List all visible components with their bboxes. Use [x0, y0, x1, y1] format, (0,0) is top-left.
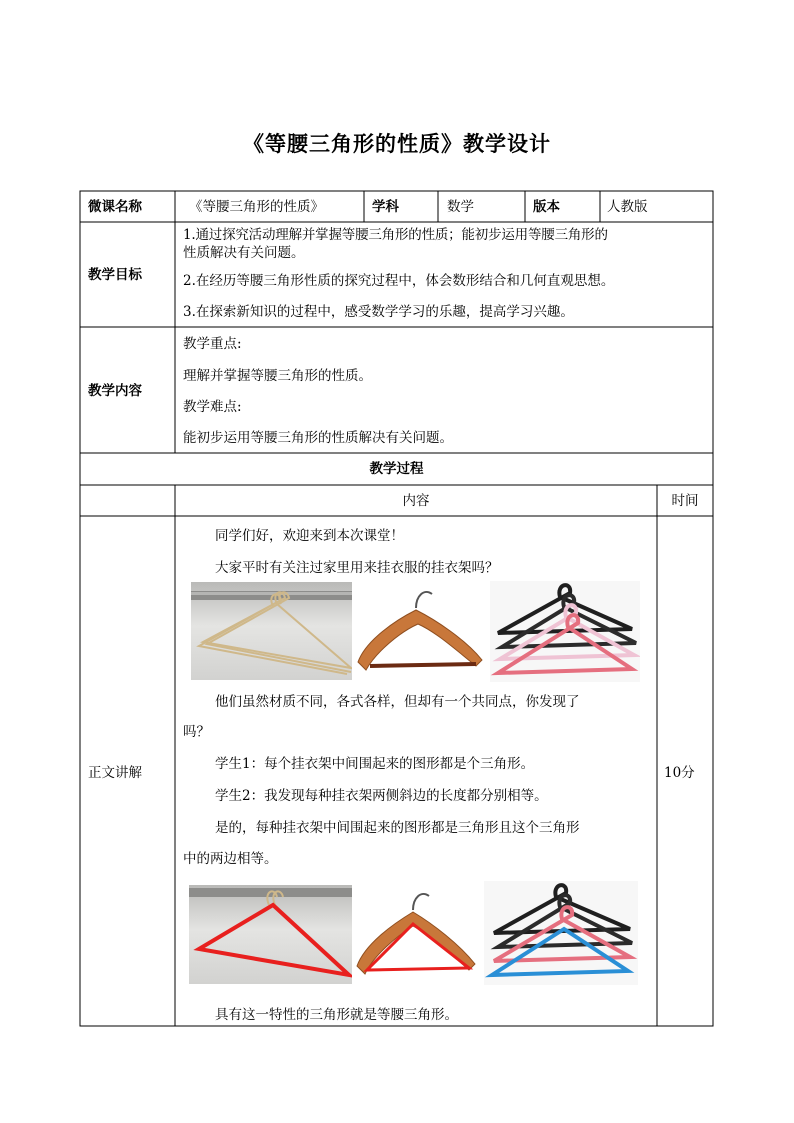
time-column-header: 时间 [671, 493, 699, 509]
objective-3: 3.在探索新知识的过程中，感受数学学习的乐趣，提高学习兴趣。 [183, 304, 574, 320]
objectives-label: 教学目标 [88, 267, 142, 283]
paragraph-observation-line-2: 吗？ [183, 724, 210, 740]
wooden-hanger-triangle-icon [355, 884, 479, 984]
course-name-value: 《等腰三角形的性质》 [189, 199, 324, 215]
objective-2: 2.在经历等腰三角形性质的探究过程中，体会数形结合和几何直观思想。 [183, 273, 615, 289]
wire-hanger-icon [191, 582, 352, 680]
difficulty-label: 教学难点: [183, 399, 242, 415]
paragraph-student-2: 学生2：我发现每种挂衣架两侧斜边的长度都分别相等。 [215, 788, 548, 804]
process-section-title: 教学过程 [369, 461, 424, 477]
difficulty-text: 能初步运用等腰三角形的性质解决有关问题。 [183, 430, 453, 446]
subject-label: 学科 [372, 199, 399, 215]
hanger-photo-wood-highlighted [355, 884, 479, 984]
key-point-label: 教学重点: [183, 336, 242, 352]
objective-1-line-2: 性质解决有关问题。 [183, 245, 305, 261]
plastic-hangers-triangle-icon [484, 881, 638, 985]
wooden-hanger-icon [356, 580, 486, 682]
edition-label: 版本 [533, 199, 560, 215]
paragraph-observation-line-1: 他们虽然材质不同，各式各样，但却有一个共同点，你发现了 [215, 694, 580, 710]
key-point-text: 理解并掌握等腰三角形的性质。 [183, 368, 372, 384]
paragraph-question: 大家平时有关注过家里用来挂衣服的挂衣架吗？ [215, 560, 499, 576]
paragraph-greeting: 同学们好，欢迎来到本次课堂！ [215, 528, 404, 544]
hanger-photo-plastic-highlighted [484, 881, 638, 985]
hanger-photo-wood [356, 580, 486, 682]
stage-time: 10分 [664, 765, 695, 781]
stage-label: 正文讲解 [88, 765, 142, 781]
document-title: 《等腰三角形的性质》教学设计 [243, 132, 551, 156]
hanger-photo-plastic [490, 581, 640, 682]
hanger-photo-wire [191, 582, 352, 680]
paragraph-student-1: 学生1：每个挂衣架中间围起来的图形都是个三角形。 [215, 756, 535, 772]
course-name-label: 微课名称 [88, 199, 142, 215]
paragraph-conclusion-line-1: 是的，每种挂衣架中间围起来的图形都是三角形且这个三角形 [215, 820, 580, 836]
content-label: 教学内容 [88, 383, 142, 399]
paragraph-definition: 具有这一特性的三角形就是等腰三角形。 [215, 1007, 458, 1023]
paragraph-conclusion-line-2: 中的两边相等。 [183, 851, 278, 867]
objective-1-line-1: 1.通过探究活动理解并掌握等腰三角形的性质；能初步运用等腰三角形的 [183, 227, 608, 243]
edition-value: 人教版 [607, 199, 648, 215]
plastic-hangers-icon [490, 581, 640, 682]
hanger-photo-wire-highlighted [189, 885, 352, 984]
wire-hanger-triangle-icon [189, 885, 352, 984]
subject-value: 数学 [447, 199, 474, 215]
content-column-header: 内容 [402, 493, 430, 509]
